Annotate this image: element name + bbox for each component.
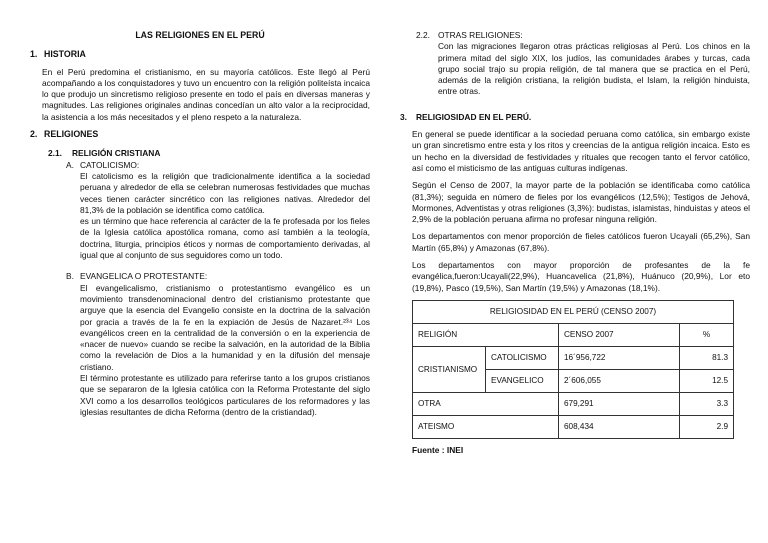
religiosidad-paragraph-2: Según el Censo de 2007, la mayor parte de la población se identificaba como católica (81,3%); seguida en número de fieles por los evangélicos (12,5%); Testigos de Jehová, Mormones, Adventistas y otras religiones (3,3%): budistas, islamistas, hinduistas y ateos el 2,9% de la población peruana afirma no profesar ninguna religión. — [412, 180, 750, 225]
section-label: RELIGIONES — [44, 129, 99, 140]
historia-paragraph: En el Perú predomina el cristianismo, en su mayoría católicos. Este llegó al Perú acompañando a los conquistadores y tuvo un encuentro con la religión politeísta incaica lo que produjo un sincretismo religioso presente en todo el país en diversas maneras y magnitudes. Las religiones originales andinas concedían un alto valor a la reciprocidad, la asistencia a los más necesitados y el pleno respeto a la naturaleza. — [42, 66, 370, 122]
cell-ateismo-value: 608,434 — [559, 415, 680, 438]
catolicismo-paragraph-1: El catolicismo es la religión que tradicionalmente identifica a la sociedad peruana y alrededor de ella se celebran numerosas festividades que muchas veces tienen carácter sincrético con las religiones nativas. Alrededor del 81,3% de la población se identifica como católica. — [80, 170, 370, 215]
cell-evangelico: EVANGELICO — [486, 369, 559, 392]
otras-religiones-heading — [416, 30, 750, 41]
evangelica-heading — [66, 271, 370, 282]
cell-otra-value: 679,291 — [559, 392, 680, 415]
cell-otra: OTRA — [413, 392, 559, 415]
subsection-number: 2.1. — [48, 148, 62, 159]
catolicismo-body — [80, 171, 370, 261]
section-label: RELIGIOSIDAD EN EL PERÚ. — [416, 111, 532, 122]
catolicismo-heading — [66, 160, 370, 171]
section-label: HISTORIA — [44, 49, 86, 60]
section-religiones-heading — [30, 129, 370, 140]
table-row — [413, 415, 734, 438]
table-caption-row — [413, 300, 734, 323]
evangelica-body — [80, 283, 370, 419]
cell-cristianismo: CRISTIANISMO — [413, 346, 486, 392]
section-historia-heading — [30, 49, 370, 60]
religiosidad-heading — [400, 112, 750, 123]
cell-catolicismo-percent: 81.3 — [680, 346, 734, 369]
catolicismo-paragraph-2: es un término que hace referencia al carácter de la fe profesada por los fieles de la Iglesia católica apostólica romana, como así también a la teología, doctrina, liturgia, principios éticos y normas de comportamiento derivadas, al igual que al conjunto de sus seguidores como un todo. — [80, 216, 370, 261]
right-column — [400, 30, 750, 456]
subsection-number: 2.2. — [416, 30, 430, 40]
table-row — [413, 346, 734, 369]
otras-religiones-paragraph: Con las migraciones llegaron otras prácticas religiosas al Perú. Los chinos en la primera mitad del siglo XIX, los judíos, las comunidades árabes y turcas, cada grupo social trajo su propia religión, de tal manera que se practica en el Perú, además de la religión cristiana, la religión budista, el Islam, la religión hinduista, entre otras. — [438, 41, 750, 97]
item-letter: A. — [66, 159, 74, 170]
religiosidad-table — [412, 300, 734, 439]
header-religion: RELIGIÓN — [413, 323, 559, 346]
cell-evangelico-value: 2´606,055 — [559, 369, 680, 392]
cell-otra-percent: 3.3 — [680, 392, 734, 415]
religiosidad-paragraph-4: Los departamentos con mayor proporción de profesantes de la fe evangélica,fueron:Ucayali(22,9%), Huancavelica (21,8%), Huánuco (20,9%), Lor eto (19,8%), Pasco (19,5%), San Martín (19,5%) y Amazonas (18,1%). — [412, 260, 750, 293]
religiosidad-paragraph-1: En general se puede identificar a la sociedad peruana como católica, sin embargo existe un gran sincretismo entre esta y los ritos y creencias de la antigua religión incaica. Esto es un hecho en la diversidad de festividades y rituales que recogen tanto el fervor católico, así como el misticismo de las antiguas culturas indígenas. — [412, 129, 750, 173]
cell-ateismo-percent: 2.9 — [680, 415, 734, 438]
document-title: LAS RELIGIONES EN EL PERÚ — [135, 30, 265, 40]
evangelica-paragraph-2: El término protestante es utilizado para referirse tanto a los grupos cristianos que se separaron de la Iglesia católica con la Reforma Protestante del siglo XVI como a los desarrollos teológicos particulares de los reformadores y las iglesias resultantes de dicha Reforma (dentro de la cristiandad). — [80, 373, 370, 417]
section-number: 3. — [400, 111, 407, 122]
subsection-label: OTRAS RELIGIONES: — [438, 30, 523, 40]
header-percent: % — [680, 323, 734, 346]
left-column — [30, 30, 370, 418]
section-number: 2. — [30, 129, 38, 140]
cell-evangelico-percent: 12.5 — [680, 369, 734, 392]
table-source: Fuente : INEI — [412, 444, 464, 455]
table-caption: RELIGIOSIDAD EN EL PERÚ (CENSO 2007) — [413, 300, 734, 323]
evangelica-paragraph-1: El evangelicalismo, cristianismo o protestantismo evangélico es un movimiento transdenominacional dentro del cristianismo protestante que arguye que la esencia del Evangelio consiste en la doctrina de la salvación por gracia a través de la fe en la expiación de Jesús de Nazaret.²³⁴ Los evangélicos creen en la centralidad de la conversión o en la experiencia de «nacer de nuevo» cuando se recibe la salvación, en la autoridad de la Biblia como la revelación de Dios a la humanidad y en la difusión del mensaje cristiano. — [80, 282, 370, 372]
section-number: 1. — [30, 49, 38, 60]
item-label: CATOLICISMO: — [80, 159, 140, 170]
table-row — [413, 392, 734, 415]
table-header-row — [413, 323, 734, 346]
cell-ateismo: ATEISMO — [413, 415, 559, 438]
subsection-cristiana-heading — [48, 148, 370, 159]
item-letter: B. — [66, 271, 74, 282]
cell-catolicismo-value: 16´956,722 — [559, 346, 680, 369]
religiosidad-paragraph-3: Los departamentos con menor proporción de fieles católicos fueron Ucayali (65,2%), San Martín (65,8%) y Amazonas (67,8%). — [412, 231, 750, 253]
cell-catolicismo: CATOLICISMO — [486, 346, 559, 369]
subsection-label: RELIGIÓN CRISTIANA — [72, 148, 161, 159]
header-censo: CENSO 2007 — [559, 323, 680, 346]
item-label: EVANGELICA O PROTESTANTE: — [80, 271, 208, 282]
